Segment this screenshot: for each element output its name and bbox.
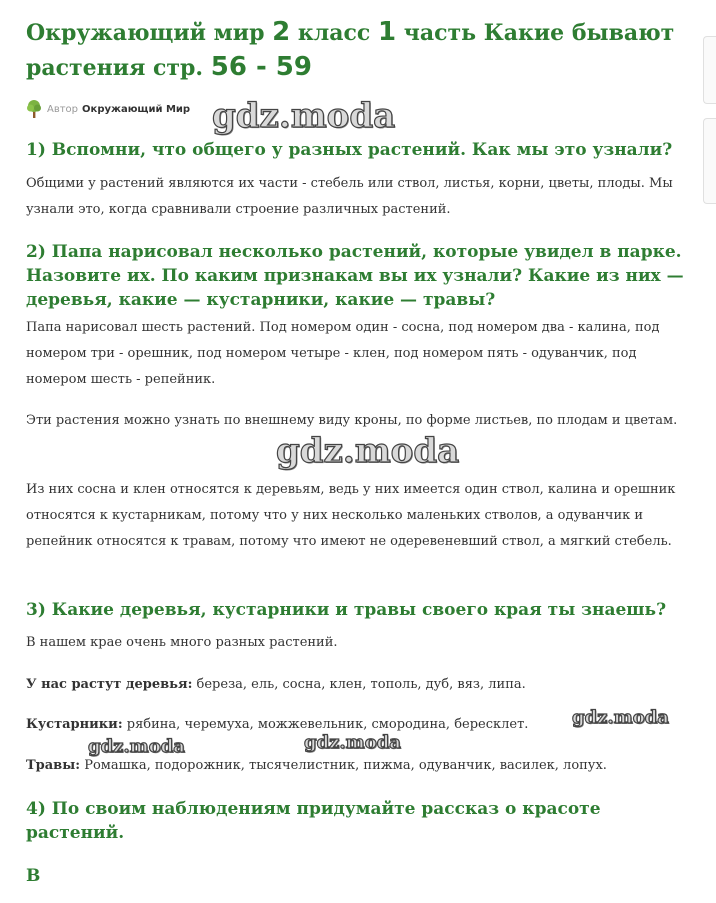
- answer-1: Общими у растений являются их части - стебель или ствол, листья, корни, цветы, плоды. Мы узнали это, когда сравнивали строение различных растений.: [26, 176, 673, 217]
- answer-2-paragraph-1: Папа нарисовал шесть растений. Под номером один - сосна, под номером два - калина, под номером три - орешник, под номером четыре - клен, под номером пять - одуванчик, под номером шесть - репейник.: [26, 320, 660, 387]
- question-2: 2) Папа нарисовал несколько растений, которые увидел в парке. Назовите их. По каким признакам вы их узнали? Какие из них — деревья, какие — кустарники, какие — травы?: [26, 242, 684, 310]
- watermark-logo: gdz.moda: [88, 736, 185, 757]
- title-part-number: 1: [377, 17, 397, 47]
- answer-3-trees: [26, 672, 686, 698]
- side-panel-tab[interactable]: [703, 118, 716, 204]
- trees-label: У нас растут деревья:: [26, 677, 193, 692]
- grass-label: Травы:: [26, 758, 81, 773]
- answer-3-intro: В нашем крае очень много разных растений.: [26, 635, 338, 650]
- watermark-logo: gdz.moda: [572, 707, 669, 728]
- grass-list: Ромашка, подорожник, тысячелистник, пижма, одуванчик, василек, лопух.: [80, 758, 607, 773]
- title-text: Окружающий мир: [26, 20, 273, 46]
- tree-icon: [24, 99, 44, 119]
- watermark-logo: gdz.moda: [304, 732, 401, 753]
- title-pages: 56 - 59: [210, 52, 312, 82]
- question-3: 3) Какие деревья, кустарники и травы своего края ты знаешь?: [26, 600, 667, 620]
- watermark-logo: gdz.moda: [212, 96, 396, 136]
- title-text: класс: [290, 20, 378, 46]
- answer-2-paragraph-3: Из них сосна и клен относятся к деревьям, ведь у них имеется один ствол, калина и орешник относятся к кустарникам, потому что у них несколько маленьких стволов, а одуванчик и репейник относятся к травам, потому что имеют не одеревеневший ствол, а мягкий стебель.: [26, 482, 676, 549]
- title-grade: 2: [272, 17, 291, 47]
- shrubs-list: рябина, черемуха, можжевельник, смородина, бересклет.: [122, 717, 529, 732]
- author-name[interactable]: Окружающий Мир: [82, 103, 191, 115]
- question-1: 1) Вспомни, что общего у разных растений. Как мы это узнали?: [26, 140, 673, 160]
- title-text: часть Какие бывают растения стр.: [26, 20, 675, 81]
- page-title: [26, 15, 676, 85]
- author-byline: [24, 98, 190, 120]
- watermark-logo: gdz.moda: [276, 431, 460, 471]
- trees-list: береза, ель, сосна, клен, тополь, дуб, вяз, липа.: [192, 677, 526, 692]
- answer-2-paragraph-2: Эти растения можно узнать по внешнему виду кроны, по форме листьев, по плодам и цветам.: [26, 413, 678, 428]
- author-label: Автор: [47, 103, 79, 115]
- cut-off-text: В: [26, 866, 41, 886]
- question-4: 4) По своим наблюдениям придумайте рассказ о красоте растений.: [26, 799, 601, 843]
- side-panel-tab[interactable]: [703, 36, 716, 104]
- shrubs-label: Кустарники:: [26, 717, 123, 732]
